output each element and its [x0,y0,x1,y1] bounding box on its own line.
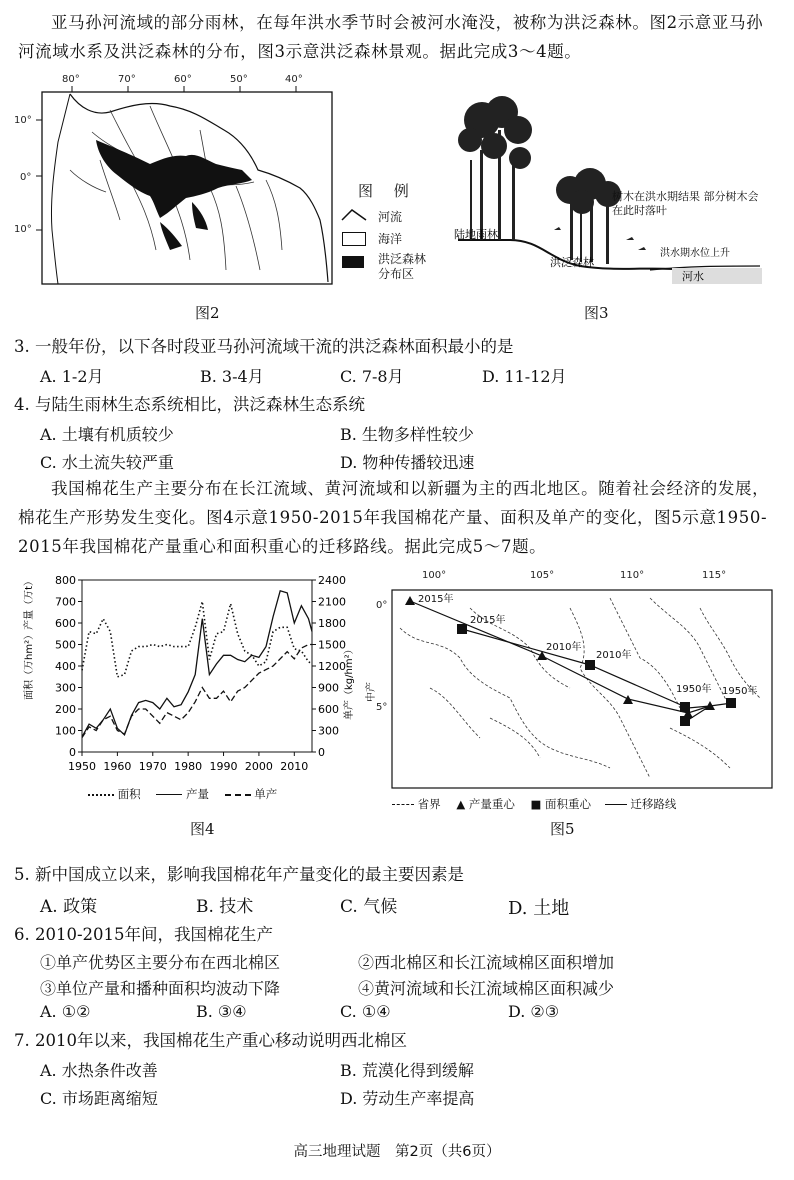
question-3-stem: 3. 一般年份，以下各时段亚马孙河流域干流的洪泛森林面积最小的是 [14,337,514,356]
figure-5-caption: 图5 [550,820,575,838]
q3-option-b: B. 3-4月 [200,367,264,386]
q6-item-1: ①单产优势区主要分布在西北棉区 [40,953,281,972]
left-tick-label: 400 [55,660,76,673]
figure-4-chart [20,570,360,810]
legend-ocean-label: 海洋 [378,232,403,246]
label-flooded-forest: 洪泛森林 [550,256,594,269]
q4-option-a: A. 土壤有机质较少 [40,425,174,444]
intro-paragraph-1: 亚马孙河流域的部分雨林，在每年洪水季节时会被河水淹没，被称为洪泛森林。图2示意亚马孙河流域水系及洪泛森林的分布，图3示意洪泛森林景观。据此完成3～4题。 [18,13,764,61]
x-tick-label: 2010 [280,760,309,773]
legend-river-label: 河流 [378,210,403,224]
lon-label: 110° [620,570,645,581]
label-river-water: 河水 [682,270,704,283]
q5-option-b: B. 技术 [196,897,254,917]
q6-option-c: C. ①④ [340,1002,391,1021]
river-legend-icon [340,206,370,222]
figure-2-map [10,70,340,290]
legend-output-centroid: 产量重心 [468,797,515,811]
page-footer: 高三地理试题 第2页（共6页） [293,1144,501,1160]
figure-2-caption: 图2 [195,304,220,322]
question-6-stem: 6. 2010-2015年间，我国棉花生产 [14,925,274,944]
question-5-stem: 5. 新中国成立以来，影响我国棉花年产量变化的最主要因素是 [14,865,464,884]
x-tick-label: 1990 [209,760,238,773]
lon-label: 80° [62,74,80,85]
q4-option-b: B. 生物多样性较少 [340,425,474,444]
point-label: 1950年 [676,684,712,695]
left-tick-label: 600 [55,617,76,630]
q6-item-2: ②西北棉区和长江流域棉区面积增加 [358,953,615,972]
fig5-ylabel: 中产 [366,682,377,702]
legend-area-centroid: 面积重心 [545,797,592,811]
question-4-stem: 4. 与陆生雨林生态系统相比，洪泛森林生态系统 [14,395,365,414]
q5-option-c: C. 气候 [340,897,398,917]
q4-option-d: D. 物种传播较迅速 [340,453,475,472]
q3-option-a: A. 1-2月 [40,367,104,386]
q6-item-4: ④黄河流域和长江流域棉区面积减少 [358,979,615,998]
lat-label: 10° [14,115,32,126]
lat-label: 0° [376,600,388,611]
left-axis-label: 面积（万hm²）产量（万t） [24,575,35,700]
lat-label: 10° [14,224,32,235]
figure-4-caption: 图4 [190,820,215,838]
right-tick-label: 1500 [318,638,346,652]
q6-option-d: D. ②③ [508,1002,560,1021]
q4-option-c: C. 水土流失较严重 [40,453,174,472]
q7-option-b: B. 荒漠化得到缓解 [340,1061,474,1080]
label-fruiting-note: 树木在洪水期结果 部分树木会在此时落叶 [612,190,759,217]
lon-label: 40° [285,74,303,85]
point-label: 2015年 [470,615,506,626]
q5-option-a: A. 政策 [40,897,98,917]
legend-province-boundary: 省界 [417,797,441,811]
left-tick-label: 100 [55,724,76,738]
left-tick-label: 0 [69,746,76,759]
q3-option-c: C. 7-8月 [340,367,404,386]
legend-area: 面积 [117,787,141,801]
ocean-legend-swatch [342,232,366,246]
right-tick-label: 300 [318,724,339,738]
lon-label: 105° [530,570,555,581]
lat-label: 0° [20,172,32,183]
label-flood-season-stage: 洪水期水位上升 [660,248,730,259]
left-tick-label: 500 [55,638,76,652]
point-label: 1950年 [722,686,758,697]
point-label: 2010年 [546,642,582,653]
right-tick-label: 2400 [318,574,346,587]
figure-4-legend [88,786,277,802]
x-tick-label: 1970 [138,760,167,773]
lon-label: 115° [702,570,727,581]
x-tick-label: 2000 [244,760,273,773]
right-axis-label: 单产（kg/hm²） [344,644,355,720]
figure-5-legend: 省界 ▲ 产量重心 ■ 面积重心 迁移路线 [392,796,676,812]
point-label: 2015年 [418,594,454,605]
right-tick-label: 2100 [318,595,346,609]
figure-3-caption: 图3 [584,304,609,322]
q5-option-d: D. 土地 [508,898,570,919]
q7-option-a: A. 水热条件改善 [40,1061,158,1080]
lon-label: 50° [230,74,248,85]
x-tick-label: 1950 [68,760,96,773]
q6-item-3: ③单位产量和播种面积均波动下降 [40,979,281,998]
q6-option-b: B. ③④ [196,1002,247,1021]
upland-rainforest-trees [458,96,532,240]
forest-legend-swatch [342,256,364,268]
q3-option-d: D. 11-12月 [482,367,567,386]
question-7-stem: 7. 2010年以来，我国棉花生产重心移动说明西北棉区 [14,1031,407,1050]
label-upland-rainforest: 陆地雨林 [454,228,498,241]
legend-output: 产量 [185,787,209,801]
right-tick-label: 1200 [318,660,346,673]
series-line-产量 [82,591,312,737]
legend-title: 图 例 [358,182,417,200]
left-tick-label: 700 [55,595,76,609]
point-label: 2010年 [596,650,632,661]
x-tick-label: 1960 [103,760,132,773]
left-tick-label: 800 [55,574,76,587]
x-tick-label: 1980 [174,760,203,773]
right-tick-label: 1800 [318,617,346,630]
right-tick-label: 600 [318,703,339,716]
legend-yield: 单产 [254,787,278,801]
lat-label: 5° [376,702,388,713]
q7-option-d: D. 劳动生产率提高 [340,1089,475,1108]
left-tick-label: 300 [55,681,76,695]
figure-5-map [366,568,780,798]
left-tick-label: 200 [55,703,76,716]
lon-label: 70° [118,74,136,85]
legend-forest-label: 洪泛森林分布区 [378,252,427,281]
intro-paragraph-2: 我国棉花生产主要分布在长江流域、黄河流域和以新疆为主的西北地区。随着社会经济的发展，棉花生产形势发生变化。图4示意1950-2015年我国棉花产量、面积及单产的变化，图5示意1950-2015年我国棉花产量重心和面积重心的迁移路线。据此完成5～7题。 [18,479,770,556]
q6-option-a: A. ①② [40,1002,91,1021]
right-tick-label: 0 [318,746,325,759]
legend-migration-route: 迁移路线 [630,797,677,811]
lon-label: 100° [422,570,447,581]
q7-option-c: C. 市场距离缩短 [40,1089,158,1108]
lon-label: 60° [174,74,192,85]
right-tick-label: 900 [318,681,339,695]
